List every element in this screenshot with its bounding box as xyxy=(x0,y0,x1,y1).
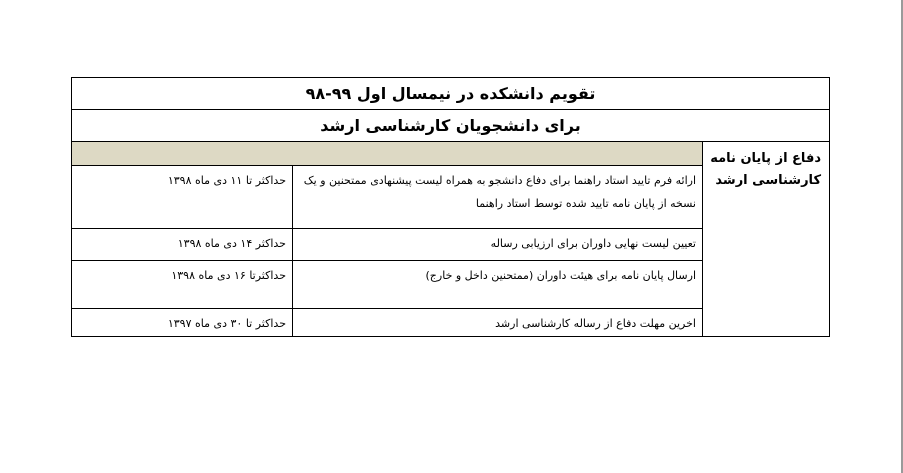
calendar-title: تقویم دانشکده در نیمسال اول ۹۹-۹۸ xyxy=(72,78,830,110)
section-label: دفاع از پایان نامه کارشناسی ارشد xyxy=(703,142,830,337)
row-deadline: حداکثر تا ۳۰ دی ماه ۱۳۹۷ xyxy=(72,309,293,337)
row-description: ارسال پایان نامه برای هیئت داوران (ممتحنین داخل و خارج) xyxy=(293,261,703,309)
row-deadline: حداکثر ۱۴ دی ماه ۱۳۹۸ xyxy=(72,229,293,261)
row-deadline: حداکثر تا ۱۱ دی ماه ۱۳۹۸ xyxy=(72,166,293,229)
row-description: تعیین لیست نهایی داوران برای ارزیابی رساله xyxy=(293,229,703,261)
row-deadline: حداکثرتا ۱۶ دی ماه ۱۳۹۸ xyxy=(72,261,293,309)
calendar-table xyxy=(71,77,830,337)
row-description: ارائه فرم تایید استاد راهنما برای دفاع دانشجو به همراه لیست پیشنهادی ممتحنین و یک نسخه از پایان نامه تایید شده توسط استاد راهنما xyxy=(293,166,703,229)
calendar-subtitle: برای دانشجویان کارشناسی ارشد xyxy=(72,110,830,142)
row-description: اخرین مهلت دفاع از رساله کارشناسی ارشد xyxy=(293,309,703,337)
shaded-header-row xyxy=(72,142,703,166)
